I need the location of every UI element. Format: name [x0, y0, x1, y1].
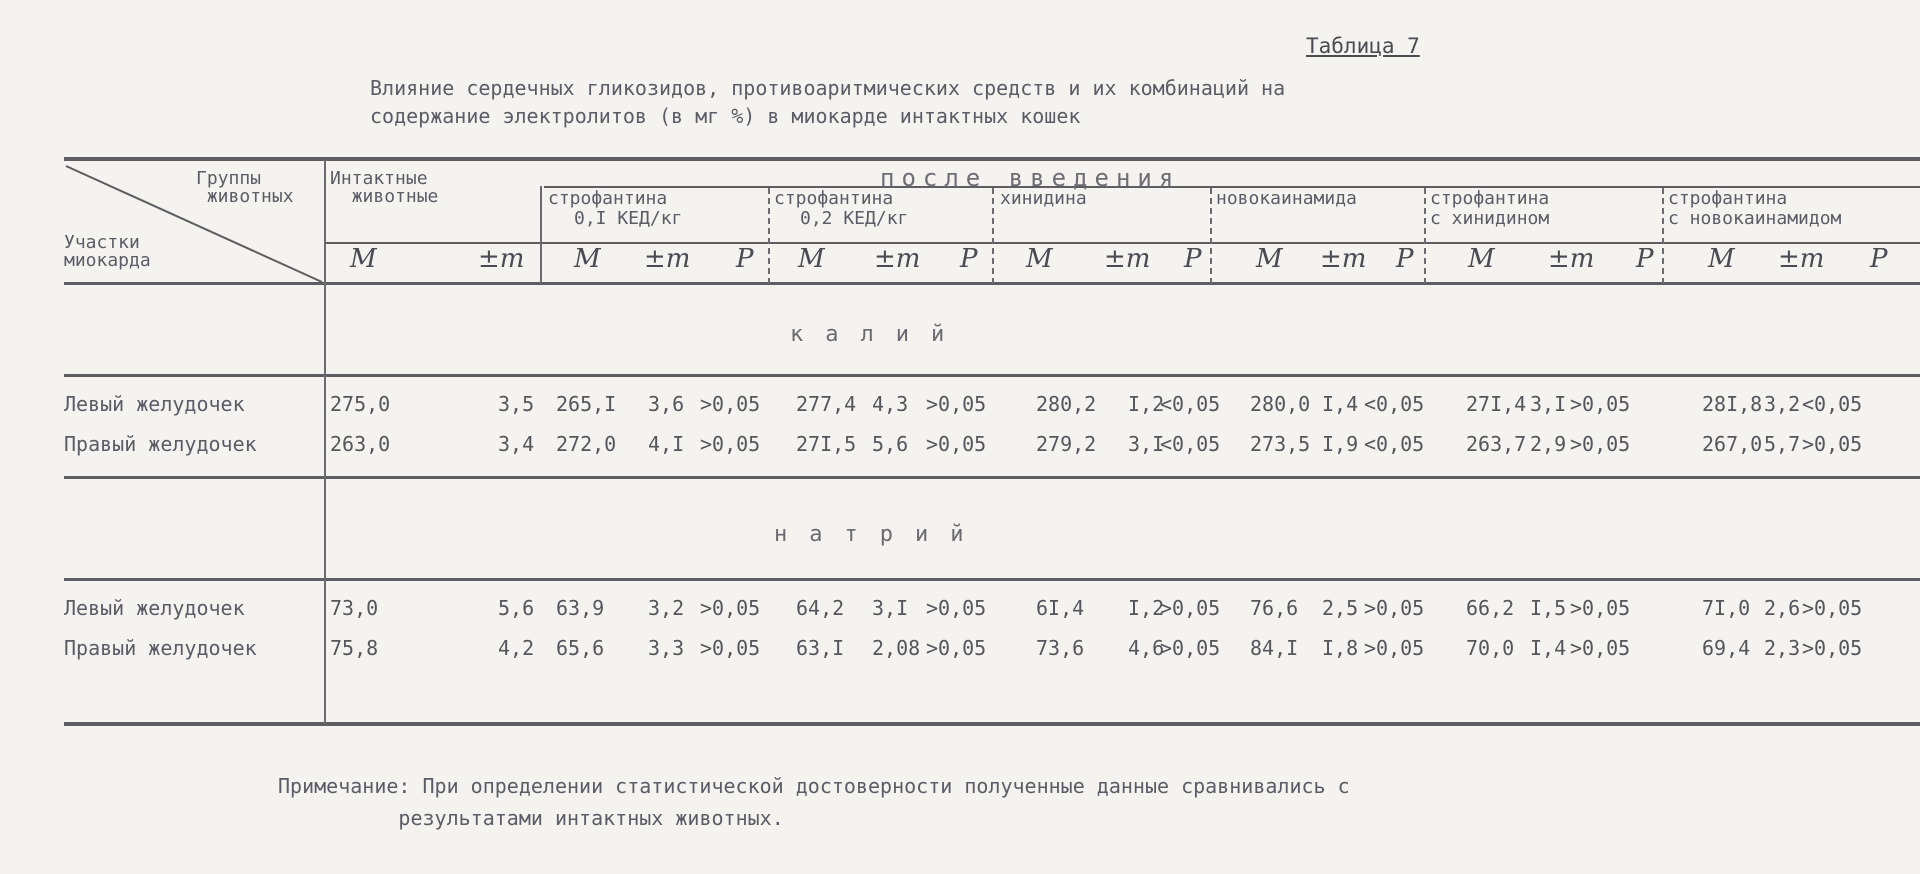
table-cell: I,5	[1530, 596, 1567, 620]
corner-groups-label: Группы животных	[196, 168, 294, 207]
group-header-line-1: строфантина	[774, 188, 894, 209]
table-cell: 63,I	[796, 636, 845, 660]
table-cell: >0,05	[926, 392, 987, 416]
group-header-line-1: строфантина	[1430, 188, 1550, 209]
table-cell: <0,05	[1364, 392, 1425, 416]
table-cell: >0,05	[700, 636, 761, 660]
column-label-pm: ±m	[1548, 244, 1595, 274]
table-cell: 2,3	[1764, 636, 1801, 660]
table-number: Таблица 7	[1306, 34, 1420, 58]
table-cell: 3,I	[1128, 432, 1165, 456]
corner-sections-label: Участки миокарда	[64, 232, 151, 271]
intact-group-label: Интактные животные	[330, 168, 439, 207]
table-cell: 70,0	[1466, 636, 1515, 660]
sodium-top-rule	[64, 578, 1920, 581]
table-cell: 66,2	[1466, 596, 1515, 620]
group-header-1	[548, 190, 682, 228]
table-cell: <0,05	[1802, 392, 1863, 416]
column-label-m: M	[1026, 244, 1053, 274]
table-cell: 3,6	[648, 392, 685, 416]
row-label: Правый желудочек	[64, 636, 257, 660]
table-cell: >0,05	[1570, 636, 1631, 660]
column-label-p: P	[1184, 244, 1202, 274]
table-cell: 73,0	[330, 596, 379, 620]
table-cell: >0,05	[1802, 596, 1863, 620]
after-administration-label: после введения	[880, 164, 1181, 192]
group-header-line-1: строфантина	[1668, 188, 1788, 209]
table-cell: 3,I	[1530, 392, 1567, 416]
group-divider-5	[1662, 188, 1666, 284]
column-label-p: P	[736, 244, 754, 274]
table-cell: 275,0	[330, 392, 391, 416]
group-header-line-2: с хинидином	[1430, 208, 1550, 229]
column-label-m: M	[798, 244, 825, 274]
table-cell: 4,I	[648, 432, 685, 456]
table-cell: I,8	[1322, 636, 1359, 660]
table-cell: 69,4	[1702, 636, 1751, 660]
footnote	[278, 770, 1350, 834]
group-header-line-1: строфантина	[548, 188, 668, 209]
group-divider-4	[1424, 188, 1428, 284]
table-cell: 2,08	[872, 636, 921, 660]
table-cell: >0,05	[1570, 432, 1631, 456]
table-cell: >0,05	[1802, 636, 1863, 660]
potassium-bottom-rule	[64, 476, 1920, 479]
row-label: Правый желудочек	[64, 432, 257, 456]
group-header-line-1: новокаинамида	[1216, 188, 1357, 209]
column-label-p: P	[1396, 244, 1414, 274]
table-cell: >0,05	[1570, 392, 1631, 416]
table-cell: >0,05	[926, 596, 987, 620]
column-label-pm: ±m	[1778, 244, 1825, 274]
footnote-line-1: Примечание: При определении статистической достоверности полученные данные сравнивались с	[278, 774, 1350, 798]
table-cell: >0,05	[700, 392, 761, 416]
table-cell: 267,0	[1702, 432, 1763, 456]
table-cell: >0,05	[1802, 432, 1863, 456]
footnote-line-2: результатами интактных животных.	[398, 806, 784, 830]
table-cell: 279,2	[1036, 432, 1097, 456]
table-cell: 263,7	[1466, 432, 1527, 456]
potassium-top-rule	[64, 374, 1920, 377]
column-label-m: M	[350, 244, 377, 274]
table-cell: 27I,5	[796, 432, 857, 456]
row-label: Левый желудочек	[64, 596, 245, 620]
table-cell: I,9	[1322, 432, 1359, 456]
group-divider-1	[768, 188, 772, 284]
section-title: натрий	[774, 522, 986, 547]
table-cell: <0,05	[1160, 392, 1221, 416]
table-cell: 4,6	[1128, 636, 1165, 660]
column-label-m: M	[1468, 244, 1495, 274]
table-cell: >0,05	[926, 636, 987, 660]
table-cell: 3,2	[1764, 392, 1801, 416]
table-cell: >0,05	[1160, 596, 1221, 620]
table-cell: I,2	[1128, 392, 1165, 416]
group-header-4	[1216, 190, 1357, 208]
table-cell: 65,6	[556, 636, 605, 660]
group-header-line-2: с новокаинамидом	[1668, 208, 1842, 229]
table-cell: 273,5	[1250, 432, 1311, 456]
table-cell: 3,5	[498, 392, 535, 416]
table-cell: >0,05	[1364, 636, 1425, 660]
table-cell: 28I,8	[1702, 392, 1763, 416]
intact-divider	[540, 186, 542, 284]
group-header-line-1: хинидина	[1000, 188, 1087, 209]
column-label-m: M	[574, 244, 601, 274]
table-cell: I,4	[1530, 636, 1567, 660]
table-cell: >0,05	[1364, 596, 1425, 620]
column-label-p: P	[1870, 244, 1888, 274]
group-header-3	[1000, 190, 1087, 208]
group-divider-2	[992, 188, 996, 284]
group-header-2	[774, 190, 908, 228]
table-cell: 277,4	[796, 392, 857, 416]
table-cell: 5,6	[498, 596, 535, 620]
table-cell: 280,2	[1036, 392, 1097, 416]
group-header-6	[1668, 190, 1841, 228]
column-label-p: P	[960, 244, 978, 274]
section-title: калий	[790, 322, 967, 347]
table-cell: 265,I	[556, 392, 617, 416]
table-cell: >0,05	[1160, 636, 1221, 660]
table-cell: >0,05	[700, 432, 761, 456]
table-cell: 27I,4	[1466, 392, 1527, 416]
column-label-p: P	[1636, 244, 1654, 274]
group-header-line-2: 0,I КЕД/кг	[574, 208, 683, 229]
group-header-line-2: 0,2 КЕД/кг	[800, 208, 909, 229]
table-cell: 3,3	[648, 636, 685, 660]
table-cell: 3,4	[498, 432, 535, 456]
top-rule	[64, 157, 1920, 161]
table-caption	[370, 74, 1285, 130]
table-cell: I,2	[1128, 596, 1165, 620]
column-label-pm: ±m	[644, 244, 691, 274]
table-cell: I,4	[1322, 392, 1359, 416]
table-cell: 5,6	[872, 432, 909, 456]
table-cell: >0,05	[1570, 596, 1631, 620]
table-cell: 3,2	[648, 596, 685, 620]
group-header-5	[1430, 190, 1549, 228]
table-bottom-rule	[64, 722, 1920, 726]
table-cell: 280,0	[1250, 392, 1311, 416]
table-cell: 2,9	[1530, 432, 1567, 456]
table-cell: 84,I	[1250, 636, 1299, 660]
row-label: Левый желудочек	[64, 392, 245, 416]
column-label-m: M	[1256, 244, 1283, 274]
table-cell: >0,05	[700, 596, 761, 620]
table-cell: 73,6	[1036, 636, 1085, 660]
table-cell: 4,3	[872, 392, 909, 416]
table-cell: 63,9	[556, 596, 605, 620]
table-cell: 64,2	[796, 596, 845, 620]
column-label-pm: ±m	[1104, 244, 1151, 274]
caption-line-2: содержание электролитов (в мг %) в миокарде интактных кошек	[370, 104, 1081, 128]
table-cell: 5,7	[1764, 432, 1801, 456]
table-cell: 263,0	[330, 432, 391, 456]
table-cell: <0,05	[1364, 432, 1425, 456]
table-cell: 3,I	[872, 596, 909, 620]
table-cell: >0,05	[926, 432, 987, 456]
group-divider-3	[1210, 188, 1214, 284]
column-label-m: M	[1708, 244, 1735, 274]
table-cell: <0,05	[1160, 432, 1221, 456]
table-cell: 7I,0	[1702, 596, 1751, 620]
table-cell: 76,6	[1250, 596, 1299, 620]
table-cell: 2,5	[1322, 596, 1359, 620]
table-cell: 75,8	[330, 636, 379, 660]
column-label-pm: ±m	[1320, 244, 1367, 274]
table-cell: 6I,4	[1036, 596, 1085, 620]
table-cell: 2,6	[1764, 596, 1801, 620]
column-label-pm: ±m	[478, 244, 525, 274]
column-label-pm: ±m	[874, 244, 921, 274]
caption-line-1: Влияние сердечных гликозидов, противоаритмических средств и их комбинаций на	[370, 76, 1286, 100]
table-cell: 4,2	[498, 636, 535, 660]
table-cell: 272,0	[556, 432, 617, 456]
